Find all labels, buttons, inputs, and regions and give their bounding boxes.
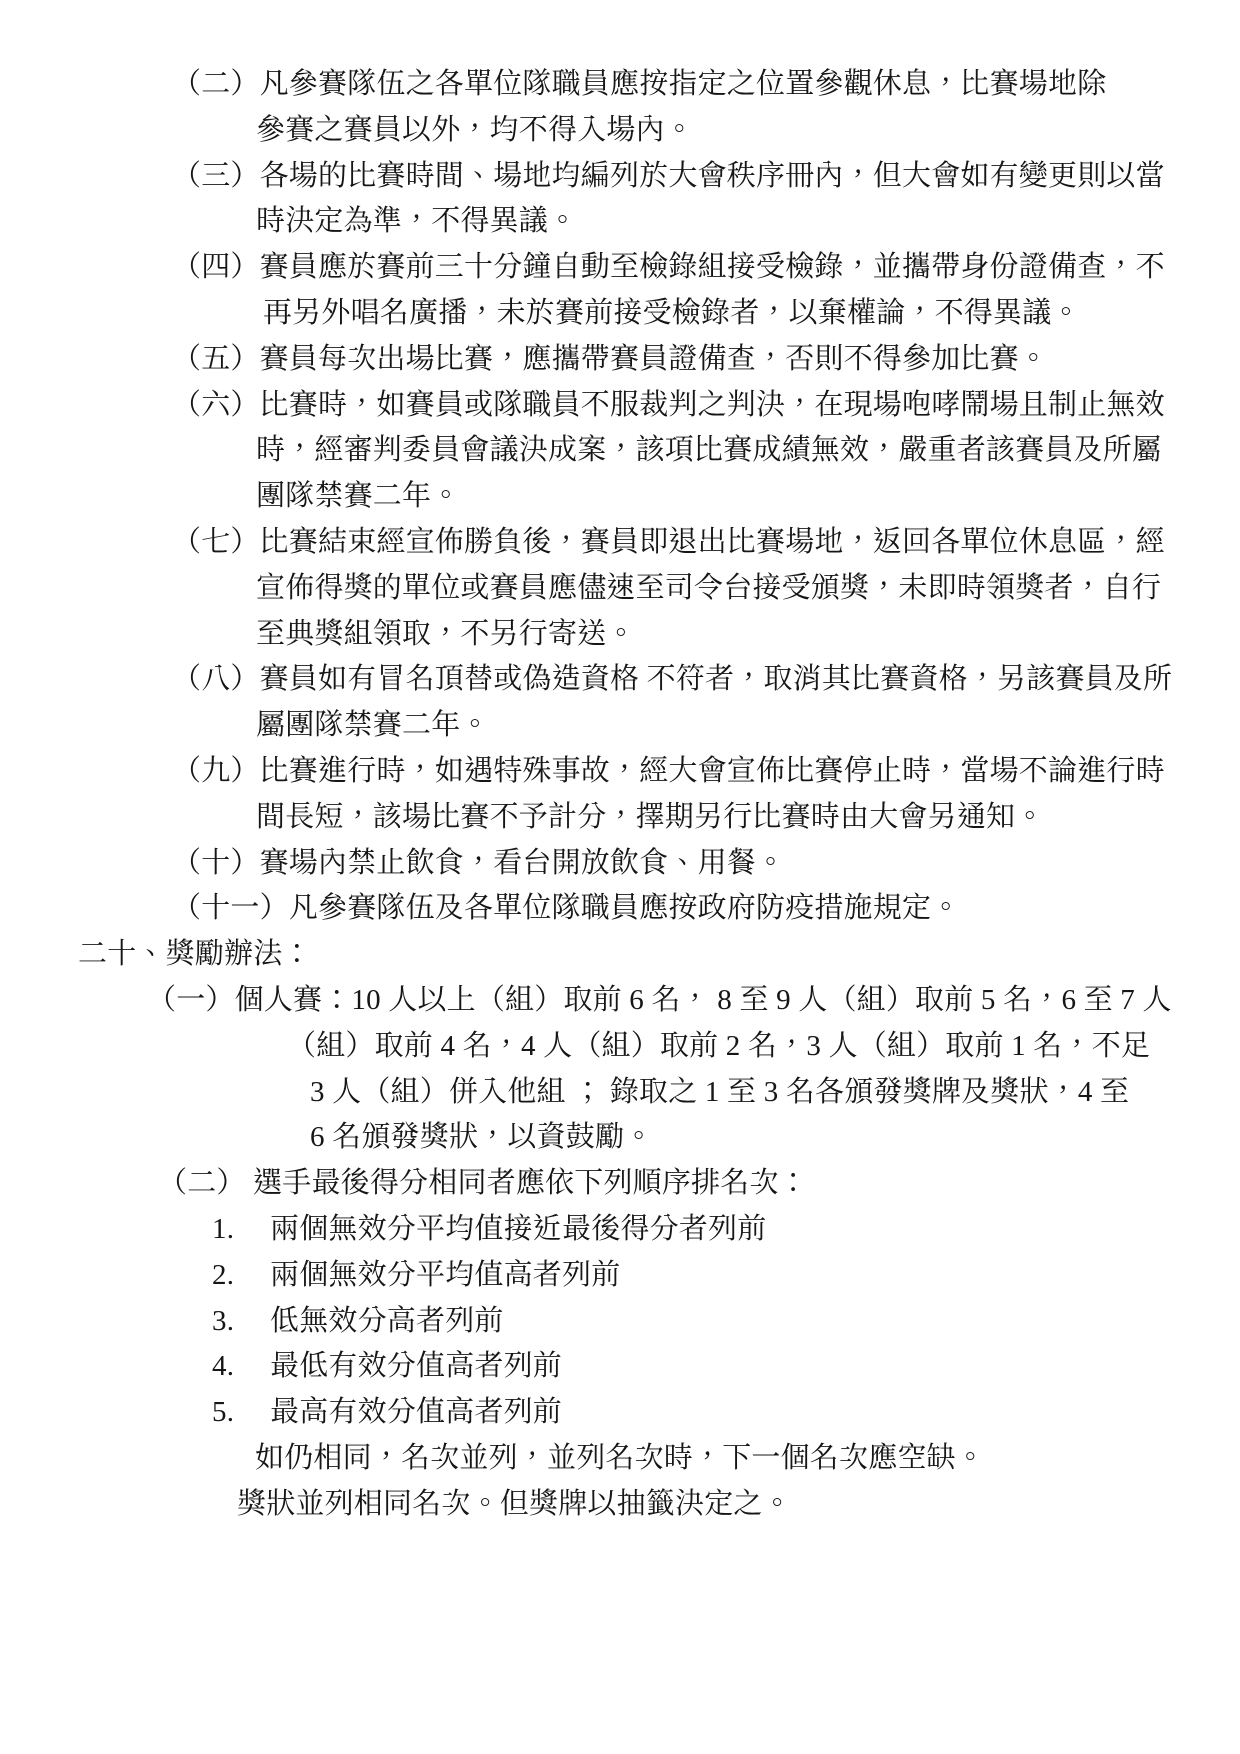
document-line (0, 612, 1240, 658)
line-text: 二十、獎勵辦法： (78, 938, 312, 971)
line-text: （四）賽員應於賽前三十分鐘自動至檢錄組接受檢錄，並攜帶身份證備查，不 (172, 251, 1165, 284)
line-text: 最低有效分值高者列前 (270, 1350, 563, 1383)
list-item-number: 3. (212, 1304, 235, 1337)
document-line (0, 1024, 1240, 1070)
ordered-list-item (0, 1344, 1240, 1390)
line-text: （八）賽員如有冒名頂替或偽造資格 不符者，取消其比賽資格，另該賽員及所 (172, 663, 1173, 696)
line-text: 低無效分高者列前 (270, 1304, 504, 1337)
line-text: 如仍相同，名次並列，並列名次時，下一個名次應空缺。 (255, 1441, 986, 1474)
document-line (0, 245, 1240, 291)
document-line (0, 337, 1240, 383)
list-item-number: 5. (212, 1396, 235, 1429)
document-line (0, 886, 1240, 932)
line-text: 參賽之賽員以外，均不得入場內。 (256, 113, 695, 146)
document-line (0, 383, 1240, 429)
document-line (0, 1070, 1240, 1116)
ordered-list-item (0, 1299, 1240, 1345)
document-line (0, 749, 1240, 795)
document-line (0, 1115, 1240, 1161)
document-line (0, 154, 1240, 200)
document-line (0, 1161, 1240, 1207)
ordered-list-item (0, 1207, 1240, 1253)
line-text: （十一）凡參賽隊伍及各單位隊職員應按政府防疫措施規定。 (172, 892, 961, 925)
line-text: 屬團隊禁賽二年。 (256, 709, 490, 742)
document-line (0, 1436, 1240, 1482)
line-text: 再另外唱名廣播，未於賽前接受檢錄者，以棄權論，不得異議。 (263, 296, 1081, 329)
document-line (0, 474, 1240, 520)
document-line (0, 428, 1240, 474)
document-line (0, 566, 1240, 612)
document-line (0, 932, 1240, 978)
document-line (0, 978, 1240, 1024)
line-text: 宣佈得獎的單位或賽員應儘速至司令台接受頒獎，未即時領獎者，自行 (256, 571, 1162, 604)
line-text: （二） 選手最後得分相同者應依下列順序排名次： (158, 1167, 808, 1200)
line-text: （七）比賽結束經宣佈勝負後，賽員即退出比賽場地，返回各單位休息區，經 (172, 525, 1165, 558)
line-text: （組）取前 4 名，4 人（組）取前 2 名，3 人（組）取前 1 名，不足 (287, 1029, 1151, 1062)
document-line (0, 199, 1240, 245)
document-line (0, 841, 1240, 887)
line-text: （一）個人賽：10 人以上（組）取前 6 名， 8 至 9 人（組）取前 5 名，6 至 7 人 (147, 983, 1172, 1016)
line-text: （二）凡參賽隊伍之各單位隊職員應按指定之位置參觀休息，比賽場地除 (172, 68, 1107, 100)
line-text: 兩個無效分平均值高者列前 (270, 1258, 621, 1291)
line-text: 時，經審判委員會議決成案，該項比賽成績無效，嚴重者該賽員及所屬 (256, 434, 1162, 467)
document-line (0, 291, 1240, 337)
line-text: 間長短，該場比賽不予計分，擇期另行比賽時由大會另通知。 (256, 800, 1045, 833)
document-line (0, 703, 1240, 749)
line-text: 團隊禁賽二年。 (256, 480, 461, 513)
list-item-number: 1. (212, 1212, 235, 1245)
line-text: （五）賽員每次出場比賽，應攜帶賽員證備查，否則不得參加比賽。 (172, 342, 1049, 375)
document-line (0, 795, 1240, 841)
line-text: （十）賽場內禁止飲食，看台開放飲食、用餐。 (172, 846, 786, 879)
list-item-number: 4. (212, 1350, 235, 1383)
line-text: 兩個無效分平均值接近最後得分者列前 (270, 1212, 767, 1245)
line-text: （三）各場的比賽時間、場地均編列於大會秩序冊內，但大會如有變更則以當 (172, 159, 1165, 192)
document-line (0, 1482, 1240, 1528)
list-item-number: 2. (212, 1258, 235, 1291)
ordered-list-item (0, 1253, 1240, 1299)
document-line (0, 62, 1240, 108)
line-text: 至典獎組領取，不另行寄送。 (256, 617, 636, 650)
line-text: 時決定為準，不得異議。 (256, 205, 578, 238)
line-text: 3 人（組）併入他組 ； 錄取之 1 至 3 名各頒發獎牌及獎狀，4 至 (310, 1075, 1130, 1108)
document-line (0, 520, 1240, 566)
document-line (0, 108, 1240, 154)
line-text: 最高有效分值高者列前 (270, 1396, 563, 1429)
line-text: 獎狀並列相同名次。但獎牌以抽籤決定之。 (237, 1487, 792, 1520)
line-text: 6 名頒發獎狀，以資鼓勵。 (310, 1121, 654, 1154)
line-text: （六）比賽時，如賽員或隊職員不服裁判之判決，在現場咆哮鬧場且制止無效 (172, 388, 1165, 421)
line-text: （九）比賽進行時，如遇特殊事故，經大會宣佈比賽停止時，當場不論進行時 (172, 754, 1165, 787)
document-line (0, 657, 1240, 703)
ordered-list-item (0, 1390, 1240, 1436)
